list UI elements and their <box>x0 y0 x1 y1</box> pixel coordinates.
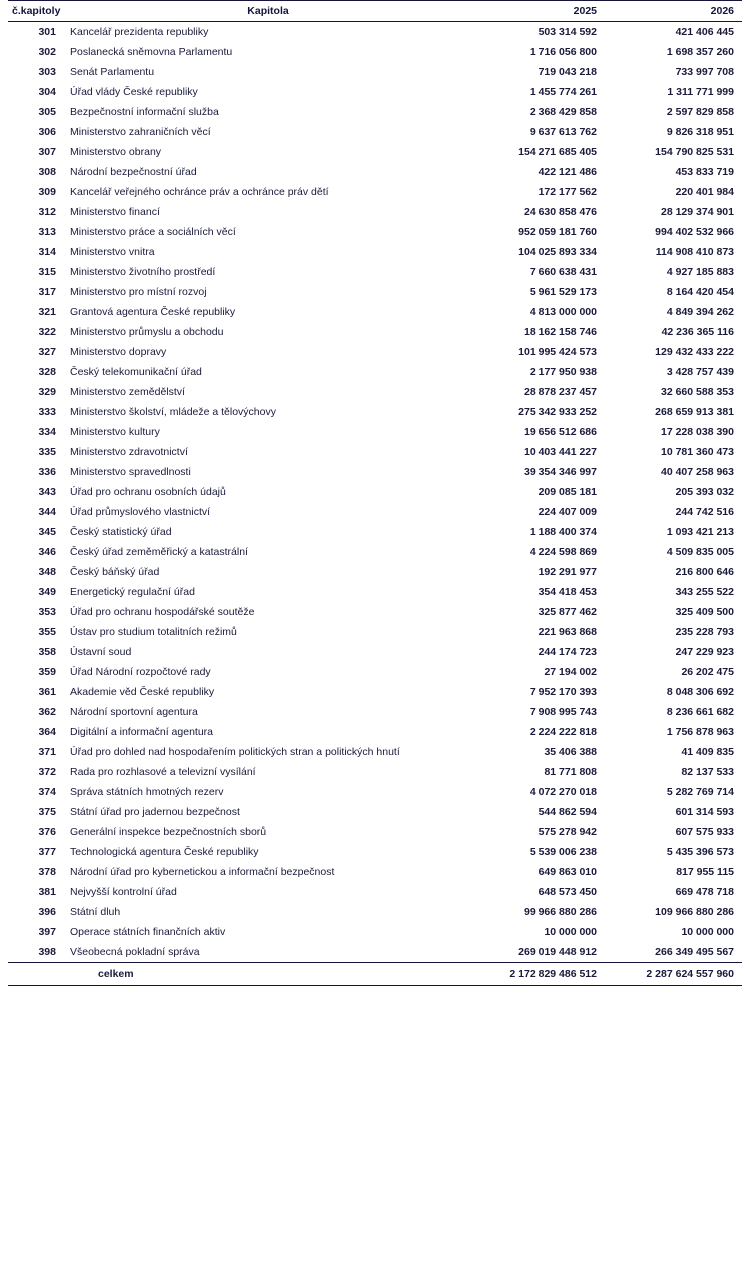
table-row <box>8 242 742 262</box>
cell-chapter-name: Kancelář veřejného ochránce práv a ochránce práv dětí <box>70 186 329 198</box>
cell-value-2026: 10 781 360 473 <box>661 446 734 458</box>
cell-chapter-name: Akademie věd České republiky <box>70 686 215 698</box>
cell-chapter-no: 306 <box>38 126 56 138</box>
table-row <box>8 822 742 842</box>
cell-value-2026: 4 927 185 883 <box>666 266 734 278</box>
cell-value-2025: 10 403 441 227 <box>524 446 597 458</box>
cell-value-2026: 3 428 757 439 <box>666 366 734 378</box>
cell-value-2025: 354 418 453 <box>538 586 597 598</box>
cell-value-2025: 81 771 808 <box>544 766 597 778</box>
table-row <box>8 342 742 362</box>
cell-chapter-name: Energetický regulační úřad <box>70 586 195 598</box>
cell-chapter-no: 314 <box>38 246 56 258</box>
table-header <box>8 1 742 22</box>
cell-value-2025: 422 121 486 <box>538 166 597 178</box>
cell-chapter-name: Český báňský úřad <box>70 566 160 578</box>
cell-value-2026: 994 402 532 966 <box>655 226 734 238</box>
cell-value-2026: 669 478 718 <box>675 886 734 898</box>
cell-chapter-name: Nejvyšší kontrolní úřad <box>70 886 177 898</box>
cell-chapter-name: Úřad vlády České republiky <box>70 86 198 98</box>
cell-chapter-no: 346 <box>38 546 56 558</box>
cell-chapter-name: Ministerstvo pro místní rozvoj <box>70 286 207 298</box>
total-value-2025: 2 172 829 486 512 <box>468 963 605 986</box>
table-row <box>8 142 742 162</box>
cell-value-2026: 266 349 495 567 <box>655 946 734 958</box>
cell-chapter-no: 374 <box>38 786 56 798</box>
cell-chapter-name: Ministerstvo financí <box>70 206 160 218</box>
cell-value-2025: 648 573 450 <box>538 886 597 898</box>
table-row <box>8 682 742 702</box>
cell-value-2025: 719 043 218 <box>538 66 597 78</box>
cell-chapter-name: Ministerstvo kultury <box>70 426 160 438</box>
cell-chapter-name: Technologická agentura České republiky <box>70 846 259 858</box>
table-row <box>8 462 742 482</box>
cell-chapter-no: 335 <box>38 446 56 458</box>
cell-chapter-name: Úřad pro ochranu hospodářské soutěže <box>70 606 255 618</box>
table-body <box>8 22 742 986</box>
table-row <box>8 782 742 802</box>
cell-chapter-name: Ministerstvo práce a sociálních věcí <box>70 226 236 238</box>
cell-chapter-no: 377 <box>38 846 56 858</box>
cell-value-2026: 1 311 771 999 <box>667 86 734 98</box>
cell-value-2026: 5 435 396 573 <box>666 846 734 858</box>
cell-value-2025: 19 656 512 686 <box>524 426 597 438</box>
cell-value-2026: 817 955 115 <box>676 866 734 878</box>
table-row <box>8 722 742 742</box>
cell-value-2025: 2 177 950 938 <box>529 366 597 378</box>
cell-value-2026: 154 790 825 531 <box>655 146 734 158</box>
cell-chapter-name: Národní bezpečnostní úřad <box>70 166 197 178</box>
cell-chapter-no: 364 <box>38 726 56 738</box>
cell-value-2026: 601 314 593 <box>675 806 734 818</box>
cell-chapter-no: 372 <box>38 766 56 778</box>
cell-chapter-no: 309 <box>38 186 56 198</box>
cell-chapter-no: 303 <box>38 66 56 78</box>
cell-value-2025: 544 862 594 <box>538 806 597 818</box>
cell-chapter-no: 359 <box>38 666 56 678</box>
table-row <box>8 922 742 942</box>
cell-chapter-no: 307 <box>38 146 56 158</box>
table-row <box>8 102 742 122</box>
cell-value-2025: 5 539 006 238 <box>529 846 597 858</box>
cell-value-2025: 275 342 933 252 <box>518 406 597 418</box>
cell-chapter-name: Ministerstvo spravedlnosti <box>70 466 191 478</box>
cell-value-2026: 220 401 984 <box>675 186 734 198</box>
cell-chapter-name: Všeobecná pokladní správa <box>70 946 200 958</box>
cell-chapter-no: 333 <box>38 406 56 418</box>
table-row <box>8 402 742 422</box>
table-row <box>8 482 742 502</box>
table-row <box>8 62 742 82</box>
cell-value-2025: 9 637 613 762 <box>529 126 597 138</box>
cell-chapter-name: Ministerstvo obrany <box>70 146 162 158</box>
cell-chapter-name: Operace státních finančních aktiv <box>70 926 226 938</box>
table-row <box>8 162 742 182</box>
cell-chapter-no: 334 <box>38 426 56 438</box>
cell-chapter-name: Správa státních hmotných rezerv <box>70 786 224 798</box>
cell-chapter-name: Poslanecká sněmovna Parlamentu <box>70 46 233 58</box>
cell-chapter-name: Státní dluh <box>70 906 121 918</box>
table-row <box>8 562 742 582</box>
cell-value-2025: 209 085 181 <box>538 486 597 498</box>
cell-value-2025: 10 000 000 <box>544 926 597 938</box>
total-label: celkem <box>68 963 468 986</box>
cell-value-2026: 1 698 357 260 <box>666 46 734 58</box>
table-row <box>8 582 742 602</box>
cell-chapter-no: 349 <box>38 586 56 598</box>
column-header-chapter-no: č.kapitoly <box>8 1 68 22</box>
cell-value-2025: 4 072 270 018 <box>529 786 597 798</box>
column-header-year-2025: 2025 <box>468 1 605 22</box>
cell-chapter-no: 378 <box>38 866 56 878</box>
cell-chapter-name: Kancelář prezidenta republiky <box>70 26 209 38</box>
cell-value-2025: 1 716 056 800 <box>529 46 597 58</box>
cell-value-2026: 325 409 500 <box>675 606 734 618</box>
cell-chapter-name: Grantová agentura České republiky <box>70 306 236 318</box>
cell-chapter-no: 302 <box>38 46 56 58</box>
cell-chapter-name: Ústav pro studium totalitních režimů <box>70 626 237 638</box>
cell-value-2025: 192 291 977 <box>538 566 597 578</box>
cell-value-2026: 114 908 410 873 <box>655 246 734 258</box>
table-row <box>8 122 742 142</box>
cell-value-2026: 607 575 933 <box>675 826 734 838</box>
cell-chapter-name: Senát Parlamentu <box>70 66 155 78</box>
table-row <box>8 602 742 622</box>
cell-chapter-no: 345 <box>38 526 56 538</box>
cell-chapter-no: 398 <box>38 946 56 958</box>
cell-chapter-no: 305 <box>38 106 56 118</box>
cell-value-2025: 952 059 181 760 <box>518 226 597 238</box>
cell-chapter-name: Digitální a informační agentura <box>70 726 213 738</box>
table-row <box>8 662 742 682</box>
cell-chapter-name: Ministerstvo zemědělství <box>70 386 185 398</box>
cell-value-2026: 453 833 719 <box>675 166 734 178</box>
cell-value-2026: 733 997 708 <box>675 66 734 78</box>
cell-chapter-name: Ministerstvo průmyslu a obchodu <box>70 326 224 338</box>
cell-chapter-no: 329 <box>38 386 56 398</box>
table-row <box>8 362 742 382</box>
cell-value-2025: 27 194 002 <box>544 666 597 678</box>
cell-value-2025: 7 908 995 743 <box>529 706 597 718</box>
cell-chapter-name: Národní úřad pro kybernetickou a informační bezpečnost <box>70 866 335 878</box>
table-row <box>8 82 742 102</box>
cell-value-2026: 5 282 769 714 <box>666 786 734 798</box>
cell-chapter-no: 328 <box>38 366 56 378</box>
table-row <box>8 302 742 322</box>
cell-chapter-name: Úřad pro dohled nad hospodařením politických stran a politických hnutí <box>70 746 400 758</box>
cell-value-2025: 154 271 685 405 <box>518 146 597 158</box>
cell-value-2026: 109 966 880 286 <box>655 906 734 918</box>
cell-value-2026: 32 660 588 353 <box>661 386 734 398</box>
cell-chapter-no: 308 <box>38 166 56 178</box>
table-row <box>8 842 742 862</box>
cell-value-2026: 9 826 318 951 <box>666 126 734 138</box>
cell-chapter-name: Úřad pro ochranu osobních údajů <box>70 486 226 498</box>
cell-value-2026: 17 228 038 390 <box>661 426 734 438</box>
cell-chapter-no: 344 <box>38 506 56 518</box>
cell-chapter-no: 343 <box>38 486 56 498</box>
cell-value-2025: 4 224 598 869 <box>529 546 597 558</box>
cell-chapter-no: 396 <box>38 906 56 918</box>
cell-chapter-name: Úřad Národní rozpočtové rady <box>70 666 211 678</box>
cell-chapter-name: Úřad průmyslového vlastnictví <box>70 506 211 518</box>
cell-chapter-name: Rada pro rozhlasové a televizní vysílání <box>70 766 256 778</box>
table-row <box>8 642 742 662</box>
cell-chapter-no: 381 <box>38 886 56 898</box>
cell-chapter-name: Ministerstvo zahraničních věcí <box>70 126 211 138</box>
cell-value-2025: 2 224 222 818 <box>529 726 597 738</box>
table-row <box>8 222 742 242</box>
cell-value-2026: 41 409 835 <box>681 746 734 758</box>
cell-chapter-no: 327 <box>38 346 56 358</box>
cell-chapter-name: Český úřad zeměměřický a katastrální <box>70 546 248 558</box>
cell-value-2026: 343 255 522 <box>675 586 734 598</box>
table-row <box>8 942 742 963</box>
cell-value-2025: 1 188 400 374 <box>529 526 597 538</box>
table-row <box>8 882 742 902</box>
cell-chapter-name: Ministerstvo dopravy <box>70 346 167 358</box>
cell-value-2025: 269 019 448 912 <box>518 946 597 958</box>
cell-value-2025: 2 368 429 858 <box>529 106 597 118</box>
cell-chapter-name: Státní úřad pro jadernou bezpečnost <box>70 806 240 818</box>
cell-value-2025: 101 995 424 573 <box>518 346 597 358</box>
cell-chapter-no: 361 <box>38 686 56 698</box>
cell-value-2026: 8 164 420 454 <box>666 286 734 298</box>
cell-chapter-no: 358 <box>38 646 56 658</box>
table-header-row <box>8 1 742 22</box>
cell-value-2025: 221 963 868 <box>538 626 597 638</box>
table-row <box>8 742 742 762</box>
cell-chapter-no: 336 <box>38 466 56 478</box>
cell-value-2025: 224 407 009 <box>538 506 597 518</box>
cell-value-2025: 24 630 858 476 <box>524 206 597 218</box>
cell-value-2025: 503 314 592 <box>538 26 597 38</box>
cell-value-2026: 8 236 661 682 <box>666 706 734 718</box>
cell-value-2025: 28 878 237 457 <box>524 386 597 398</box>
table-row <box>8 262 742 282</box>
cell-value-2026: 40 407 258 963 <box>661 466 734 478</box>
cell-value-2025: 172 177 562 <box>538 186 597 198</box>
cell-chapter-name: Národní sportovní agentura <box>70 706 198 718</box>
cell-chapter-no: 376 <box>38 826 56 838</box>
cell-value-2026: 247 229 923 <box>675 646 734 658</box>
table-row <box>8 862 742 882</box>
cell-chapter-no: 348 <box>38 566 56 578</box>
cell-chapter-no: 315 <box>38 266 56 278</box>
cell-value-2026: 4 849 394 262 <box>666 306 734 318</box>
table-total-row <box>8 963 742 986</box>
cell-value-2025: 99 966 880 286 <box>524 906 597 918</box>
cell-value-2026: 8 048 306 692 <box>666 686 734 698</box>
cell-value-2025: 39 354 346 997 <box>524 466 597 478</box>
cell-value-2026: 129 432 433 222 <box>655 346 734 358</box>
cell-chapter-no: 397 <box>38 926 56 938</box>
cell-value-2026: 42 236 365 116 <box>661 326 734 338</box>
table-row <box>8 442 742 462</box>
cell-value-2025: 7 660 638 431 <box>529 266 597 278</box>
cell-value-2025: 575 278 942 <box>538 826 597 838</box>
cell-chapter-name: Ústavní soud <box>70 646 132 658</box>
cell-chapter-name: Generální inspekce bezpečnostních sborů <box>70 826 267 838</box>
table-row <box>8 22 742 43</box>
cell-value-2025: 7 952 170 393 <box>529 686 597 698</box>
cell-chapter-no: 371 <box>38 746 56 758</box>
table-row <box>8 522 742 542</box>
cell-value-2026: 82 137 533 <box>681 766 734 778</box>
cell-value-2026: 244 742 516 <box>675 506 734 518</box>
cell-chapter-no: 304 <box>38 86 56 98</box>
cell-value-2025: 5 961 529 173 <box>529 286 597 298</box>
total-value-2026: 2 287 624 557 960 <box>605 963 742 986</box>
cell-value-2026: 26 202 475 <box>681 666 734 678</box>
cell-chapter-no: 301 <box>38 26 56 38</box>
table-row <box>8 502 742 522</box>
table-row <box>8 702 742 722</box>
cell-chapter-name: Bezpečnostní informační služba <box>70 106 219 118</box>
table-row <box>8 382 742 402</box>
cell-value-2025: 35 406 388 <box>544 746 597 758</box>
column-header-chapter-name: Kapitola <box>68 1 468 22</box>
table-row <box>8 762 742 782</box>
cell-value-2025: 104 025 893 334 <box>518 246 597 258</box>
cell-value-2025: 244 174 723 <box>538 646 597 658</box>
table-row <box>8 42 742 62</box>
cell-chapter-no: 321 <box>38 306 56 318</box>
table-row <box>8 802 742 822</box>
cell-chapter-no: 317 <box>38 286 56 298</box>
cell-value-2026: 216 800 646 <box>675 566 734 578</box>
cell-value-2025: 325 877 462 <box>538 606 597 618</box>
table-row <box>8 422 742 442</box>
cell-value-2026: 4 509 835 005 <box>666 546 734 558</box>
table-row <box>8 322 742 342</box>
cell-chapter-name: Český statistický úřad <box>70 526 172 538</box>
cell-chapter-no: 375 <box>38 806 56 818</box>
cell-chapter-no: 355 <box>38 626 56 638</box>
cell-value-2025: 1 455 774 261 <box>529 86 597 98</box>
table-row <box>8 202 742 222</box>
cell-value-2026: 10 000 000 <box>681 926 734 938</box>
budget-table <box>8 0 742 986</box>
cell-chapter-name: Český telekomunikační úřad <box>70 366 202 378</box>
cell-value-2026: 235 228 793 <box>675 626 734 638</box>
table-row <box>8 542 742 562</box>
cell-value-2026: 28 129 374 901 <box>661 206 734 218</box>
cell-chapter-name: Ministerstvo školství, mládeže a tělovýchovy <box>70 406 276 418</box>
cell-value-2026: 1 756 878 963 <box>666 726 734 738</box>
cell-value-2026: 2 597 829 858 <box>666 106 734 118</box>
cell-chapter-name: Ministerstvo životního prostředí <box>70 266 216 278</box>
cell-chapter-name: Ministerstvo zdravotnictví <box>70 446 188 458</box>
column-header-year-2026: 2026 <box>605 1 742 22</box>
cell-value-2025: 649 863 010 <box>538 866 597 878</box>
cell-value-2025: 18 162 158 746 <box>524 326 597 338</box>
cell-chapter-no: 312 <box>38 206 56 218</box>
table-row <box>8 182 742 202</box>
table-row <box>8 282 742 302</box>
cell-chapter-no: 322 <box>38 326 56 338</box>
cell-value-2025: 4 813 000 000 <box>529 306 597 318</box>
cell-chapter-no: 362 <box>38 706 56 718</box>
cell-chapter-no: 353 <box>38 606 56 618</box>
cell-value-2026: 1 093 421 213 <box>666 526 734 538</box>
cell-value-2026: 205 393 032 <box>675 486 734 498</box>
cell-value-2026: 268 659 913 381 <box>655 406 734 418</box>
table-row <box>8 902 742 922</box>
cell-chapter-name: Ministerstvo vnitra <box>70 246 155 258</box>
cell-chapter-no: 313 <box>38 226 56 238</box>
total-cell-empty <box>8 963 68 986</box>
cell-value-2026: 421 406 445 <box>675 26 734 38</box>
table-row <box>8 622 742 642</box>
